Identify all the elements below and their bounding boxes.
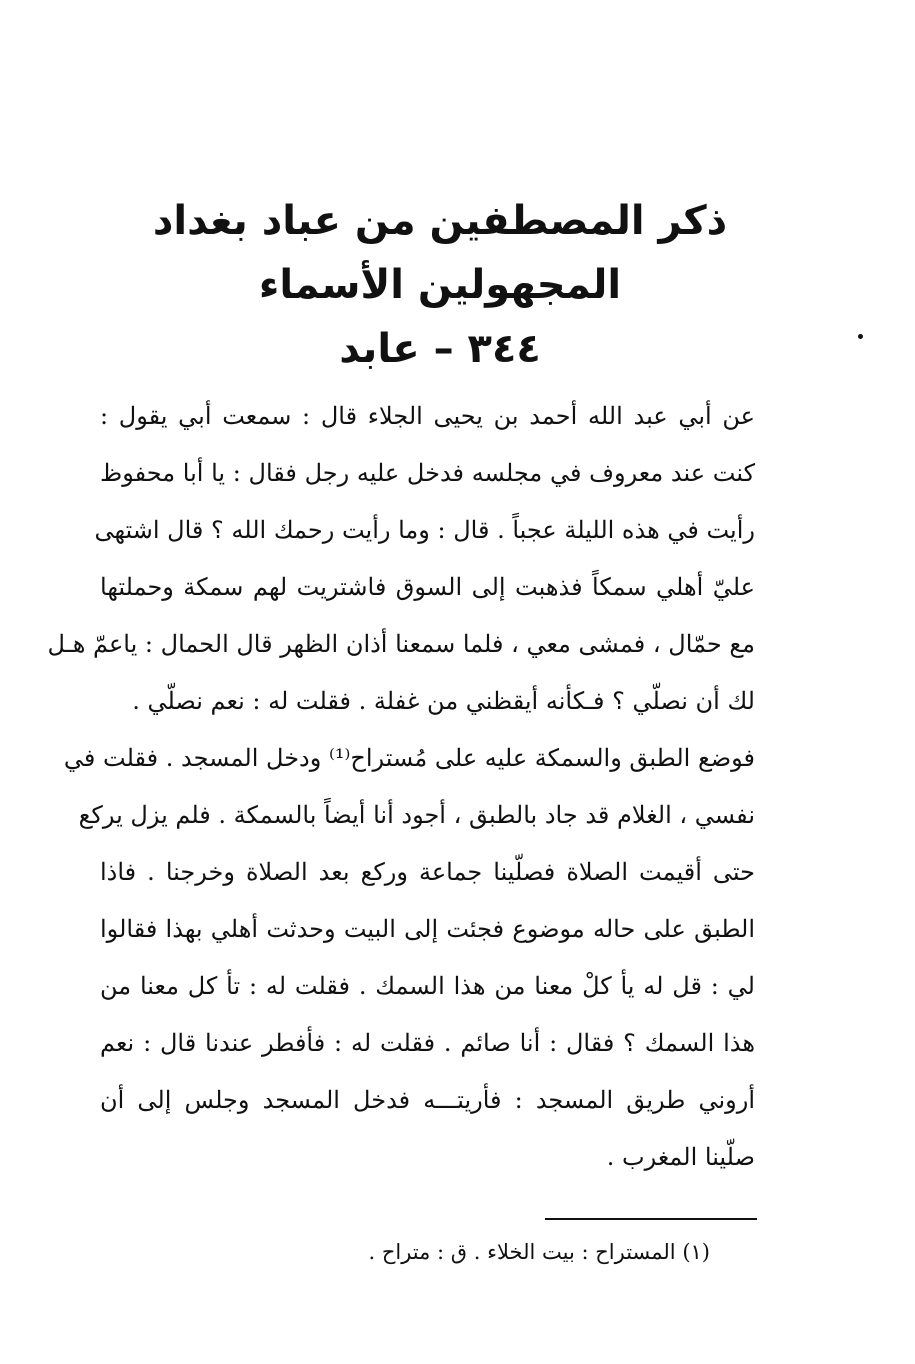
text-line: عن أبي عبد الله أحمد بن يحيى الجلاء قال : سمعت أبي يقول : bbox=[100, 402, 755, 430]
text-line: نفسي ، الغلام قد جاد بالطبق ، أجود أنا أيضاً بالسمكة . فلم يزل يركع bbox=[78, 801, 755, 829]
paragraph-1 bbox=[47, 388, 756, 730]
text-line: فوضع الطبق والسمكة عليه على مُستراح⁽¹⁾ ودخل المسجد . فقلت في bbox=[63, 744, 755, 772]
stray-ink-dot bbox=[858, 334, 863, 339]
text-line: صلّينا المغرب . bbox=[606, 1143, 755, 1171]
text-line: رأيت في هذه الليلة عجباً . قال : وما رأيت رحمك الله ؟ قال اشتهى bbox=[94, 516, 755, 544]
text-line: عليّ أهلي سمكاً فذهبت إلى السوق فاشتريت لهم سمكة وحملتها bbox=[100, 573, 756, 601]
chapter-title: ذكر المصطفين من عباد بغداد bbox=[152, 198, 728, 244]
text-line: أروني طريق المسجد : فأريتـــه فدخل المسجد وجلس إلى أن bbox=[100, 1086, 755, 1114]
text-line: كنت عند معروف في مجلسه فدخل عليه رجل فقال : يا أبا محفوظ bbox=[100, 459, 755, 487]
text-line: لك أن نصلّي ؟ فـكأنه أيقظني من غفلة . فقلت له : نعم نصلّي . bbox=[132, 687, 755, 715]
footnote: (١) المستراح : بيت الخلاء . ق : متراح . bbox=[368, 1240, 710, 1264]
text-line: الطبق على حاله موضوع فجئت إلى البيت وحدثت أهلي بهذا فقالوا bbox=[100, 915, 755, 943]
text-line: هذا السمك ؟ فقال : أنا صائم . فقلت له : فأفطر عندنا قال : نعم bbox=[100, 1029, 755, 1057]
footnote-divider bbox=[545, 1218, 757, 1220]
text-line: حتى أقيمت الصلاة فصلّينا جماعة وركع بعد الصلاة وخرجنا . فاذا bbox=[100, 858, 755, 886]
paragraph-2 bbox=[63, 730, 755, 1186]
entry-number-title: ٣٤٤ – عابد bbox=[339, 326, 541, 372]
text-line: لي : قل له يأ كلْ معنا من هذا السمك . فقلت له : تأ كل معنا من bbox=[100, 972, 755, 1000]
text-line: مع حمّال ، فمشى معي ، فلما سمعنا أذان الظهر قال الحمال : ياعمّ هـل bbox=[47, 630, 755, 658]
chapter-subtitle: المجهولين الأسماء bbox=[258, 262, 622, 308]
